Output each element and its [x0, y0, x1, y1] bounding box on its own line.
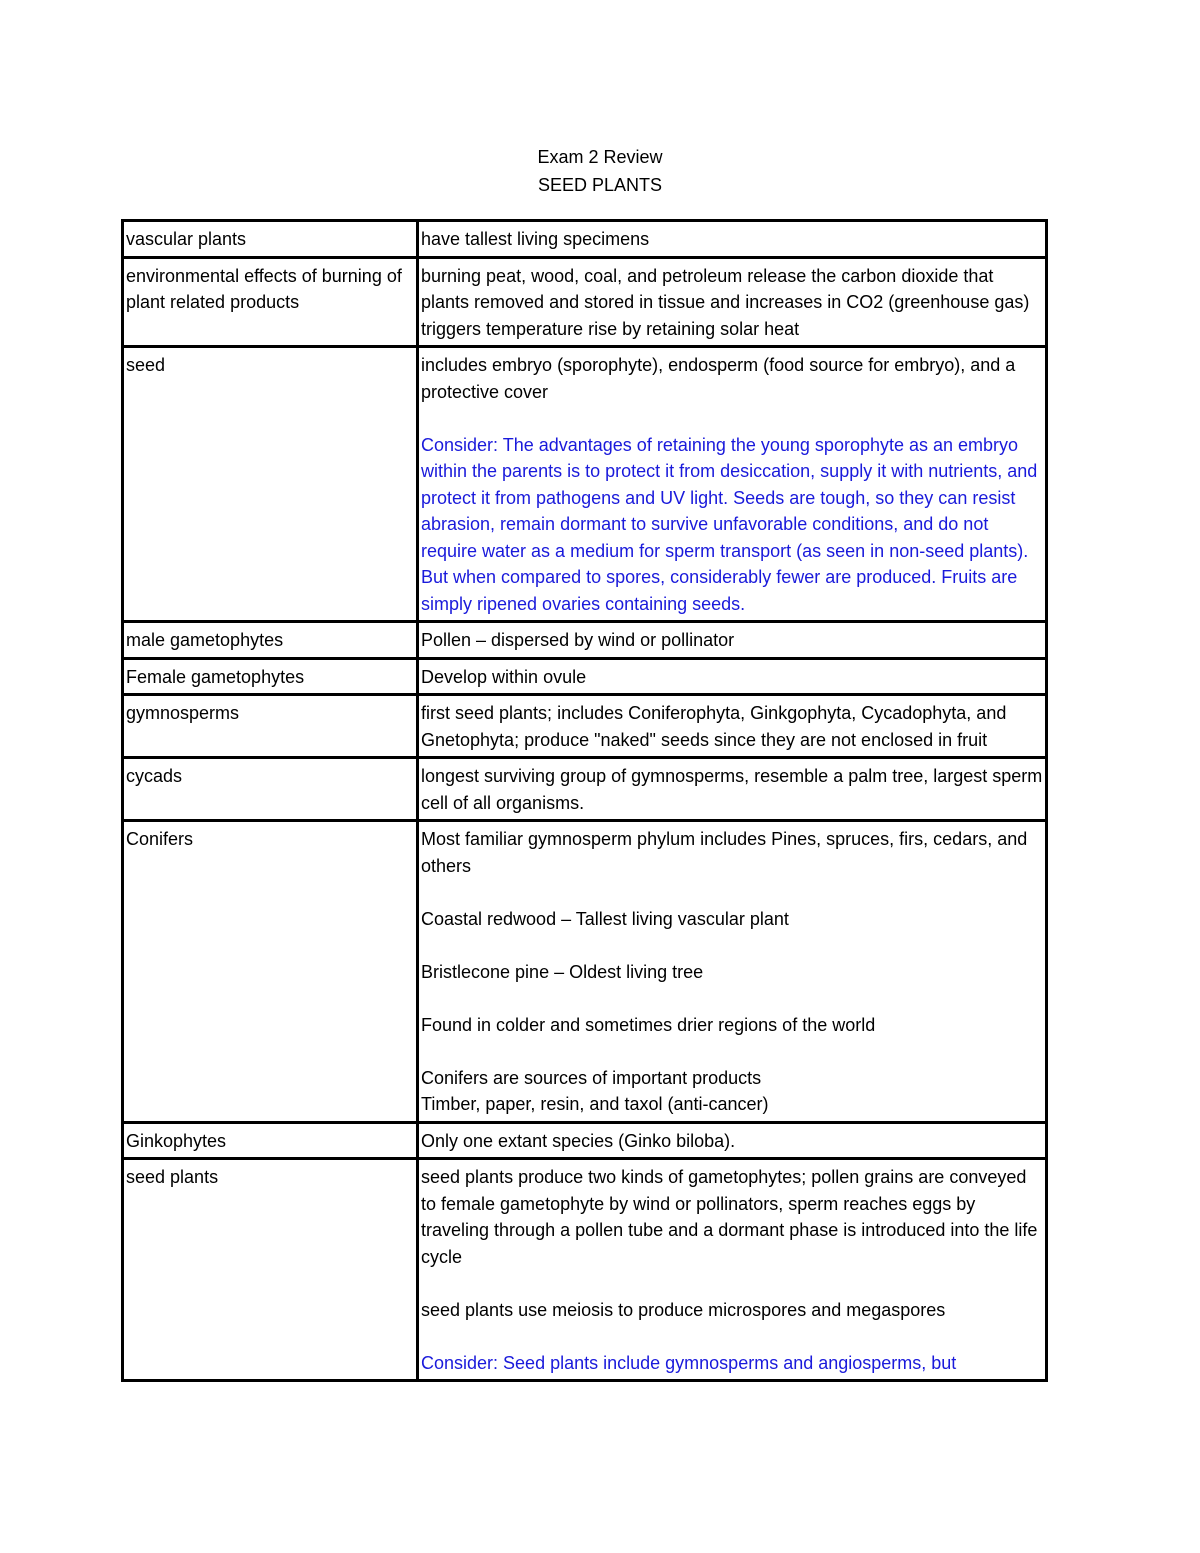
table-row — [123, 658, 1047, 695]
definition-text: burning peat, wood, coal, and petroleum release the carbon dioxide that plants removed and stored in tissue and increases in CO2 (greenhouse gas) triggers temperature rise by retaining solar heat — [421, 265, 1030, 339]
definition-text: Only one extant species (Ginko biloba). — [421, 1130, 736, 1151]
definition-cell — [418, 821, 1047, 1123]
definition-cell — [418, 622, 1047, 659]
definition-text: Bristlecone pine – Oldest living tree — [421, 961, 704, 982]
definition-cell — [418, 1159, 1047, 1381]
table-row — [123, 821, 1047, 1123]
definition-cell — [418, 658, 1047, 695]
definition-text: Found in colder and sometimes drier regions of the world — [421, 1014, 876, 1035]
table-row — [123, 257, 1047, 347]
term-cell: Conifers — [123, 821, 418, 1123]
definition-cell — [418, 1122, 1047, 1159]
definition-cell — [418, 221, 1047, 258]
review-table — [121, 219, 1048, 1382]
document-subtitle: SEED PLANTS — [537, 175, 663, 195]
term-cell: gymnosperms — [123, 695, 418, 758]
term-cell: cycads — [123, 758, 418, 821]
definition-text: Coastal redwood – Tallest living vascular plant — [421, 908, 789, 929]
term-cell: seed plants — [123, 1159, 418, 1381]
term-cell: Female gametophytes — [123, 658, 418, 695]
definition-cell — [418, 758, 1047, 821]
definition-text: Conifers are sources of important products Timber, paper, resin, and taxol (anti-cancer) — [421, 1067, 769, 1114]
definition-text: seed plants use meiosis to produce microspores and megaspores — [421, 1299, 946, 1320]
table-row — [123, 347, 1047, 622]
table-row — [123, 758, 1047, 821]
definition-text: have tallest living specimens — [421, 229, 650, 249]
definition-text: first seed plants; includes Coniferophyta, Ginkgophyta, Cycadophyta, and Gnetophyta; produce "naked" seeds since they are not enclosed in fruit — [421, 703, 1007, 750]
table-row — [123, 1159, 1047, 1381]
table-row — [123, 695, 1047, 758]
consider-note: Consider: Seed plants include gymnosperms and angiosperms, but — [421, 1352, 957, 1373]
table-row — [123, 221, 1047, 258]
document-title: Exam 2 Review — [537, 147, 663, 167]
definition-text: longest surviving group of gymnosperms, resemble a palm tree, largest sperm cell of all organisms. — [421, 766, 1043, 813]
definition-text: Develop within ovule — [421, 666, 587, 687]
document-header — [0, 143, 1200, 199]
term-cell: seed — [123, 347, 418, 622]
table-row — [123, 622, 1047, 659]
definition-text: seed plants produce two kinds of gametophytes; pollen grains are conveyed to female gametophyte by wind or pollinators, sperm reaches eggs by traveling through a pollen tube and a dormant phase is introduced into the life cycle — [421, 1167, 1038, 1267]
table-row — [123, 1122, 1047, 1159]
term-cell: environmental effects of burning of plant related products — [123, 257, 418, 347]
definition-text: includes embryo (sporophyte), endosperm (food source for embryo), and a protective cover — [421, 355, 1016, 402]
definition-text: Most familiar gymnosperm phylum includes Pines, spruces, firs, cedars, and others — [421, 829, 1028, 876]
definition-cell — [418, 347, 1047, 622]
consider-note: Consider: The advantages of retaining the young sporophyte as an embryo within the parents is to protect it from desiccation, supply it with nutrients, and protect it from pathogens and UV light. Seeds are tough, so they can resist abrasion, remain dormant to survive unfavorable conditions, and do not require water as a medium for sperm transport (as seen in non-seed plants). But when compared to spores, considerably fewer are produced. Fruits are simply ripened ovaries containing seeds. — [421, 434, 1038, 614]
term-cell: Ginkophytes — [123, 1122, 418, 1159]
definition-text: Pollen – dispersed by wind or pollinator — [421, 630, 735, 650]
definition-cell — [418, 695, 1047, 758]
definition-cell — [418, 257, 1047, 347]
term-cell: male gametophytes — [123, 622, 418, 659]
term-cell: vascular plants — [123, 221, 418, 258]
